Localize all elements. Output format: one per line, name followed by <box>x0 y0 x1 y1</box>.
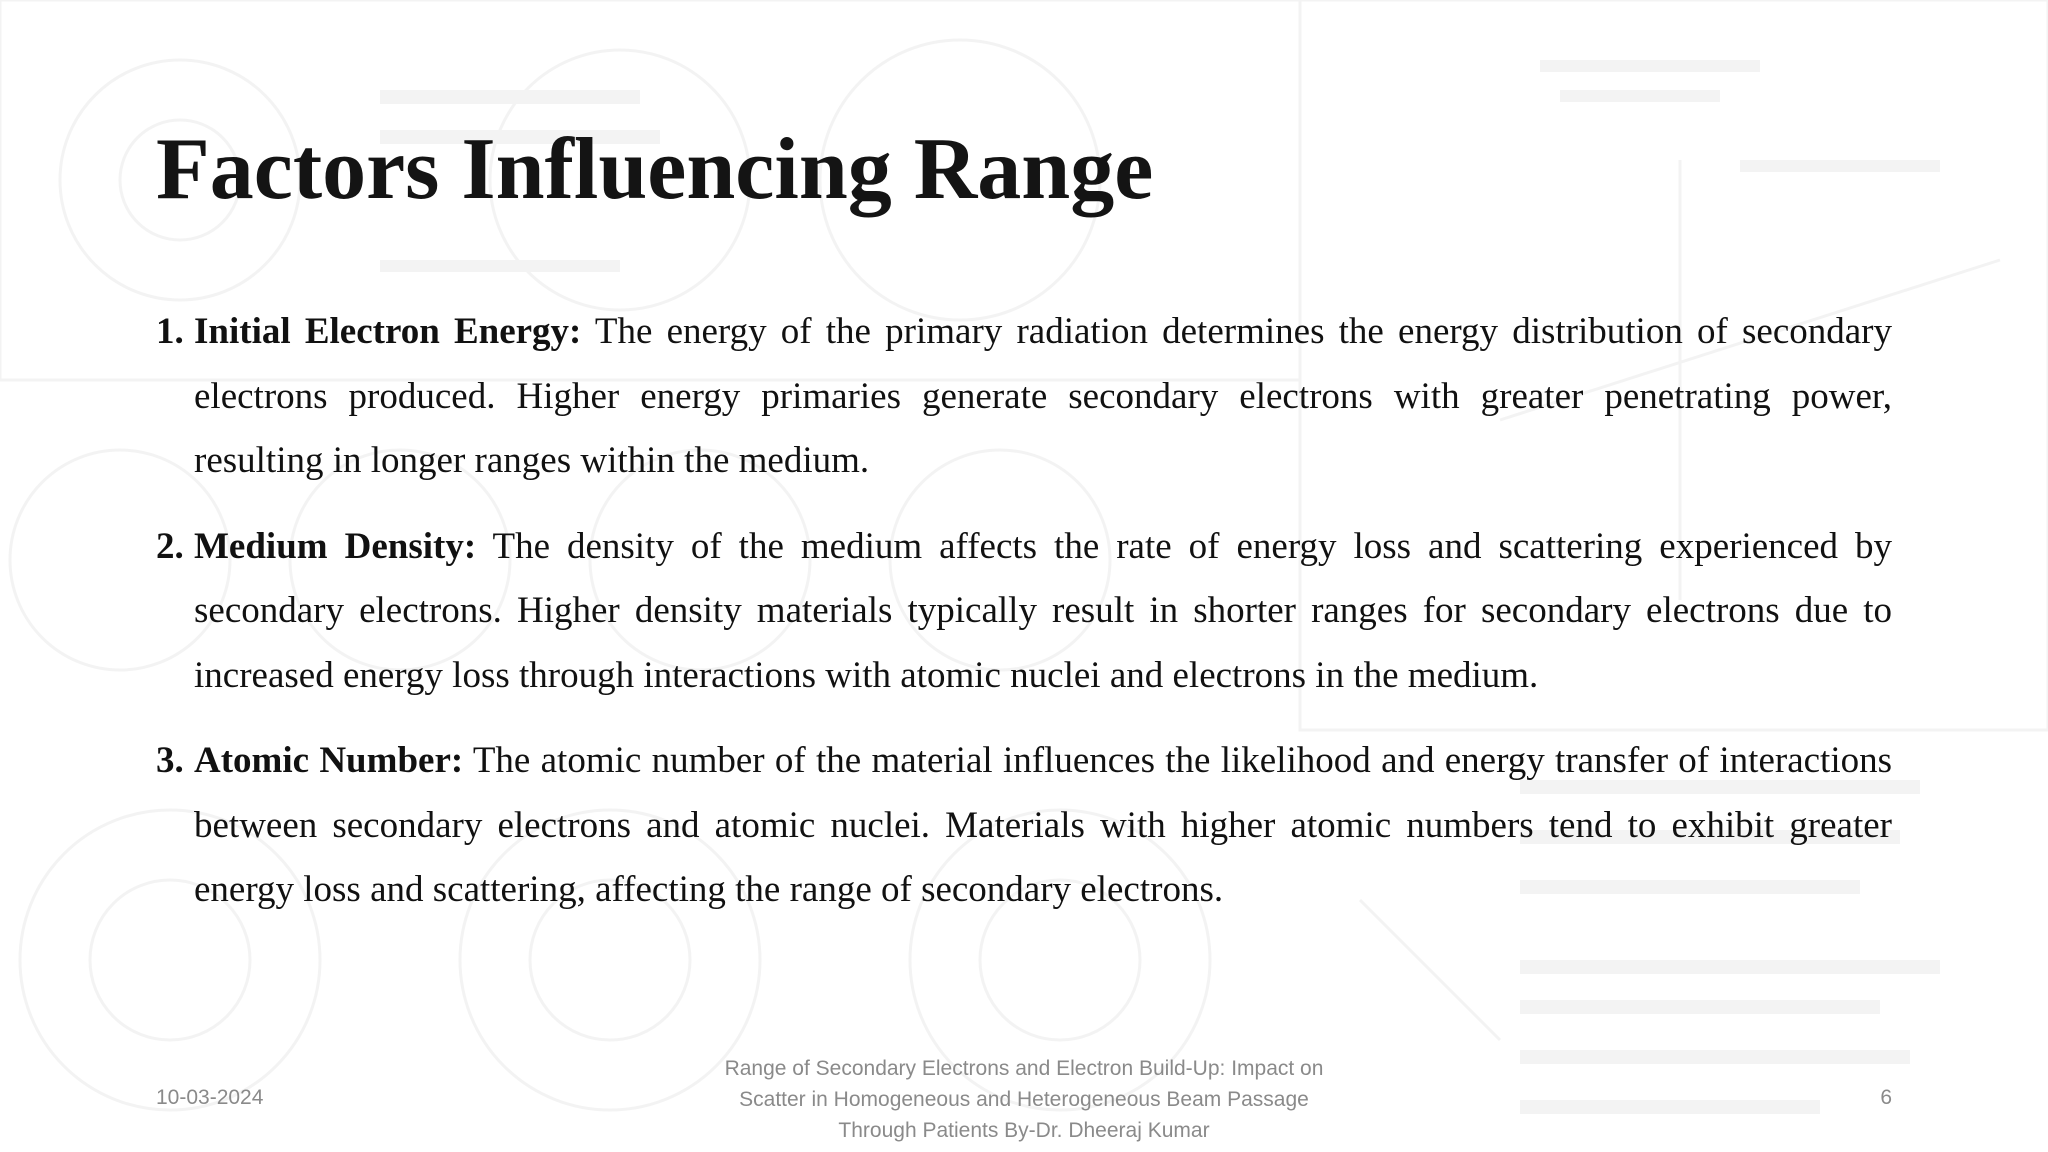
factor-label: Medium Density: <box>194 525 477 567</box>
factor-label: Atomic Number: <box>194 740 464 781</box>
footer-caption <box>674 1053 1374 1146</box>
footer-date: 10-03-2024 <box>156 1086 264 1109</box>
factor-number: 3. <box>156 740 184 781</box>
factor-description: The density of the medium affects the rate of energy loss and scattering experienced by secondary electrons. Higher density materials typically result in shorter ranges for secondary electrons due to increased energy loss through interactions with atomic nuclei and electrons in the medium. <box>194 525 1892 696</box>
factor-number: 2. <box>156 525 184 567</box>
footer-caption-line: Range of Secondary Electrons and Electron Build-Up: Impact on <box>724 1057 1324 1080</box>
footer-caption-line: Through Patients By-Dr. Dheeraj Kumar <box>838 1119 1210 1142</box>
slide-title: Factors Influencing Range <box>156 121 1154 218</box>
factor-number: 1. <box>156 311 184 352</box>
factor-item-medium-density <box>156 515 1892 709</box>
factor-description: The atomic number of the material influences the likelihood and energy transfer of interactions between secondary electrons and atomic nuclei. Materials with higher atomic numbers tend to exhibit greater energy loss and scattering, affecting the range of secondary electrons. <box>194 740 1893 910</box>
factor-item-atomic-number <box>156 729 1892 923</box>
footer-caption-line: Scatter in Homogeneous and Heterogeneous Beam Passage <box>739 1088 1309 1111</box>
factor-list <box>156 300 1892 944</box>
factor-description: The energy of the primary radiation determines the energy distribution of secondary electrons produced. Higher energy primaries generate secondary electrons with greater penetrating power, resulting in longer ranges within the medium. <box>194 311 1892 481</box>
factor-label: Initial Electron Energy: <box>194 311 582 352</box>
factor-item-initial-electron-energy <box>156 300 1892 494</box>
page-number: 6 <box>1880 1086 1892 1109</box>
